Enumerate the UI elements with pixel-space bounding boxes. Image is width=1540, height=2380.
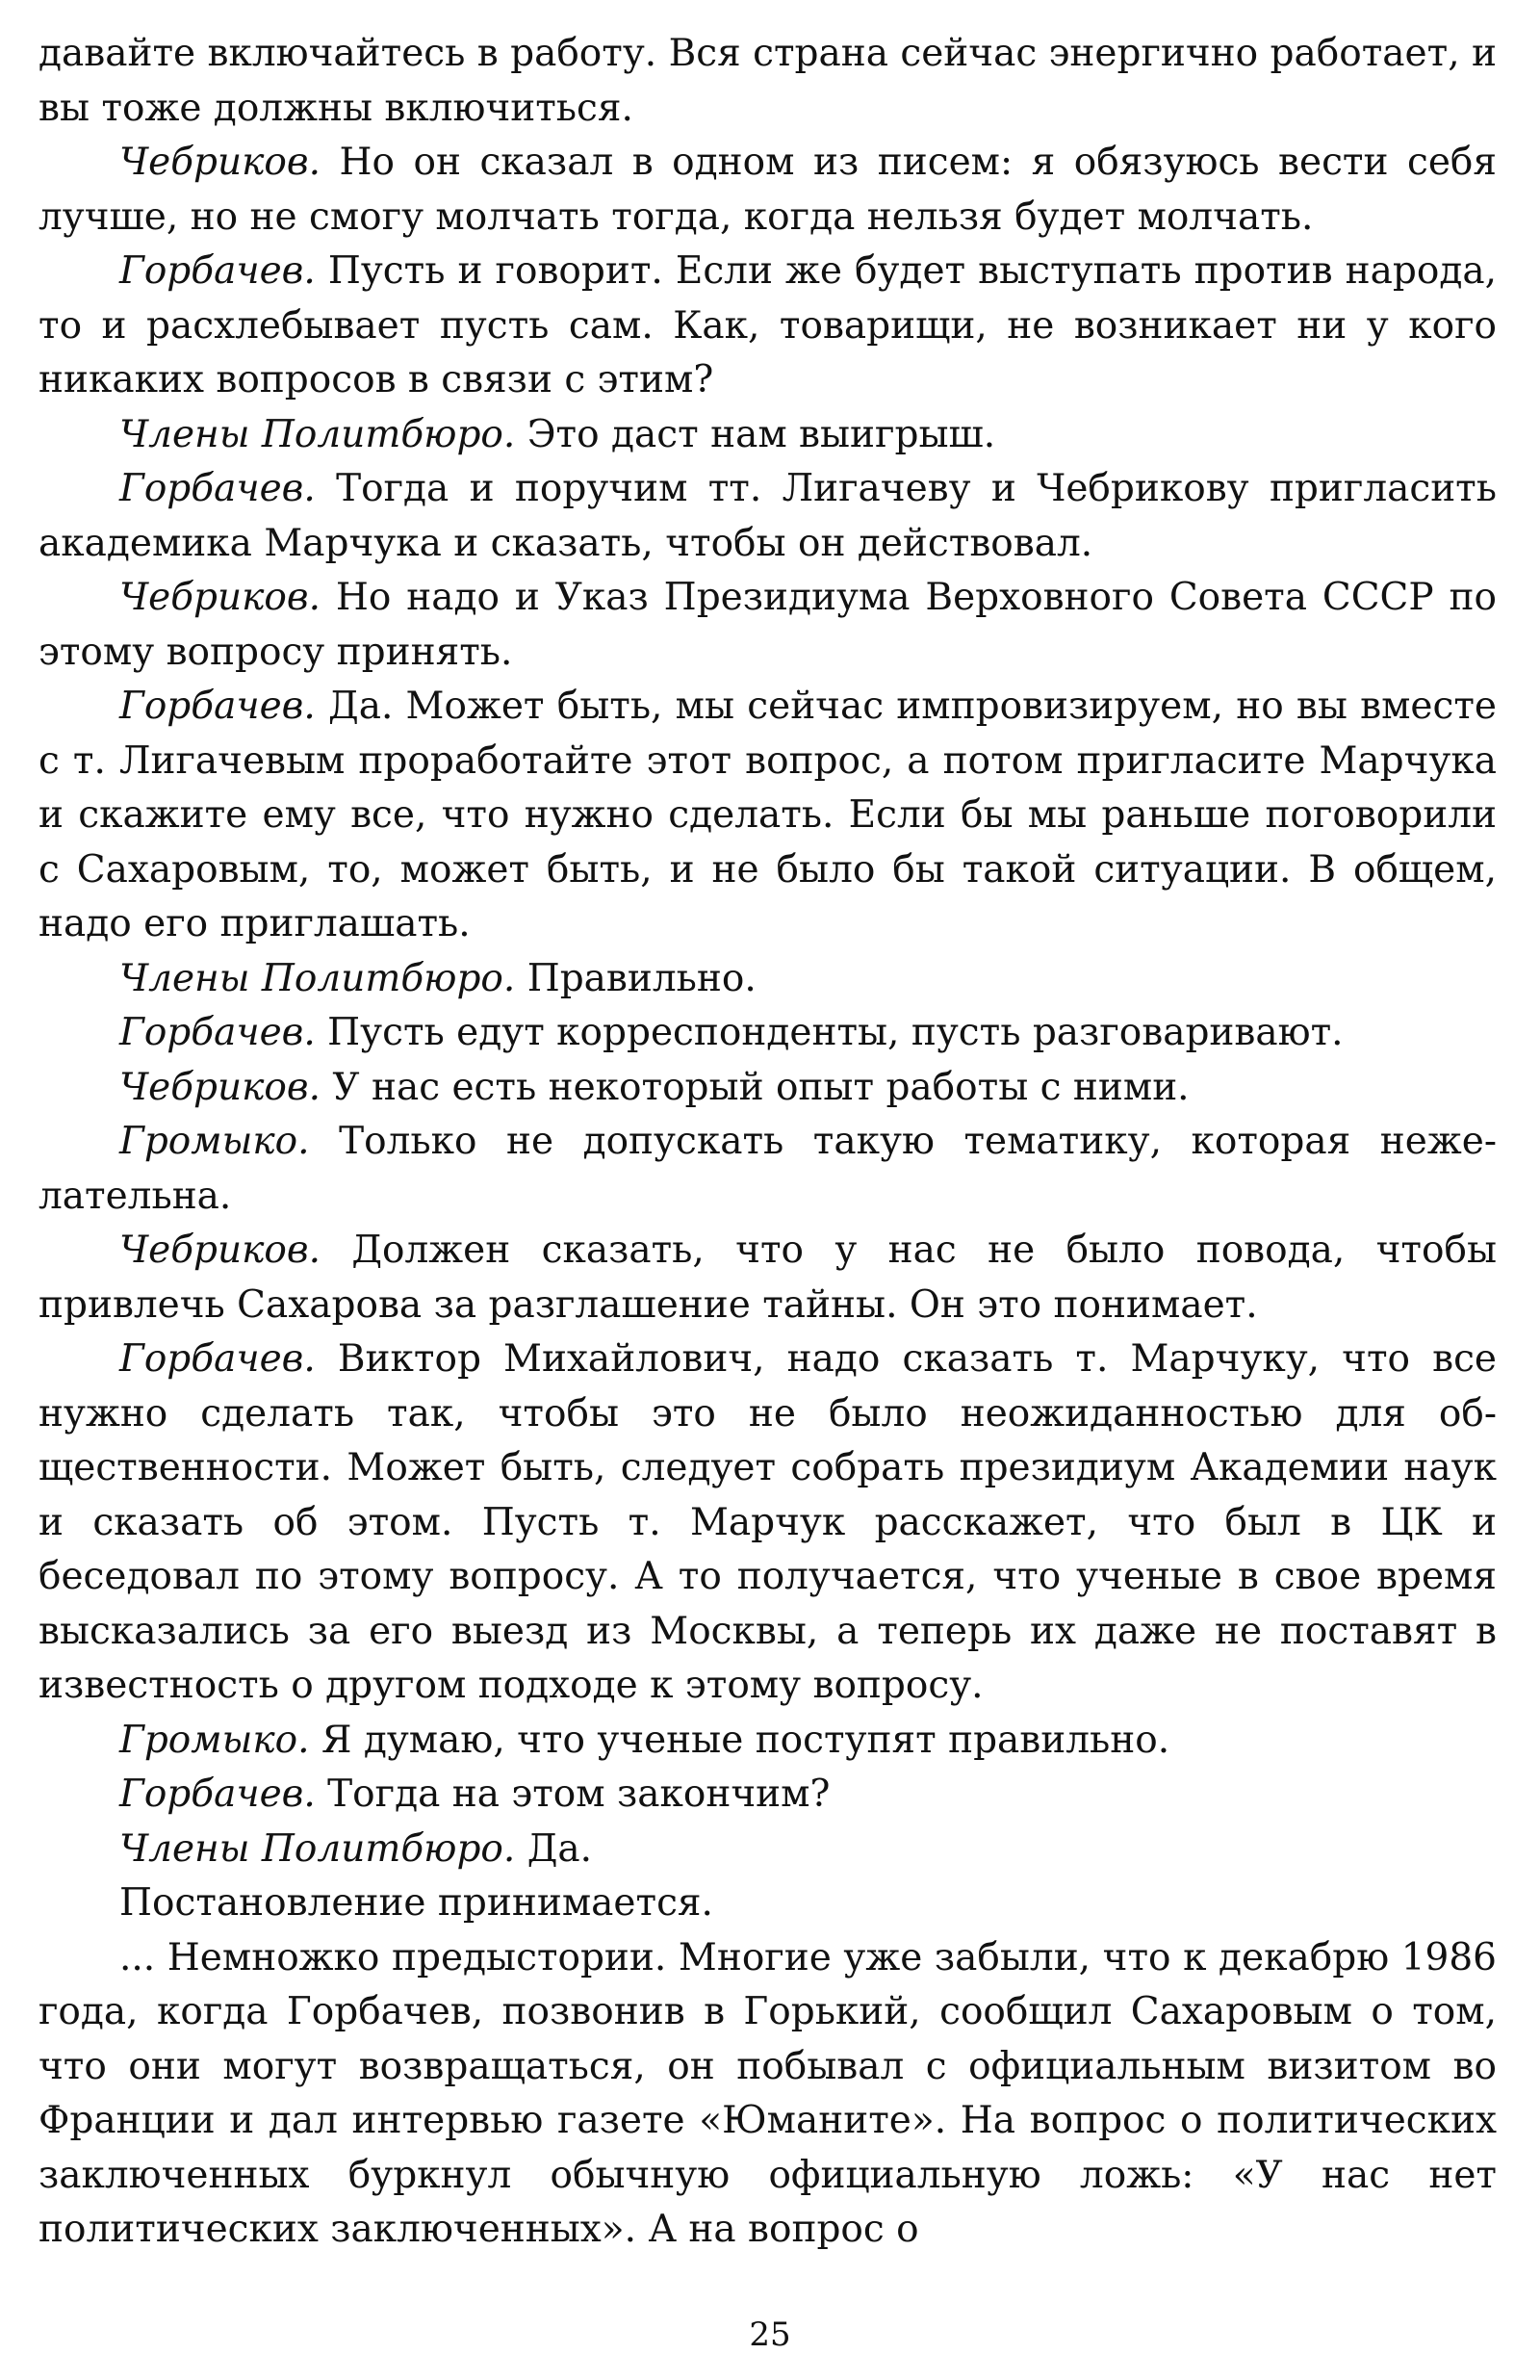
paragraph [38,1714,1497,1769]
speaker-name: Члены Политбюро. [119,412,516,456]
paragraph [38,1931,1497,2258]
paragraph-text: Но он сказал в одном из писем: я обязуюсь вести себя лучше, но не смогу молчать тогда, когда нельзя будет молчать. [38,141,1497,239]
speaker-name: Чебриков. [119,1229,321,1272]
speaker-name: Горбачев. [119,249,316,293]
paragraph-text: Да. [515,1826,593,1871]
paragraph-text: Пусть и говорит. Если же будет выступать против народа, то и расхлебывает пусть сам. Как, товарищи, не возникает ни у кого никаких вопросов в связи с этим? [38,249,1497,401]
speaker-name: Горбачев. [119,1011,316,1054]
paragraph [38,1876,1497,1931]
paragraph [38,1768,1497,1823]
paragraph [38,1006,1497,1061]
paragraph-text: У нас есть некоторый опыт работы с ними. [320,1065,1190,1109]
paragraph-text: Я думаю, что ученые поступят правильно. [309,1718,1170,1762]
speaker-name: Члены Политбюро. [119,1826,516,1871]
speaker-name: Члены Политбюро. [119,956,516,1000]
speaker-name: Громыко. [119,1120,310,1163]
paragraph-text: Пусть едут корреспонденты, пусть разговаривают. [315,1011,1344,1054]
speaker-name: Чебриков. [119,576,321,619]
paragraph [38,1224,1497,1332]
paragraph [38,408,1497,463]
paragraph-text: ... Немножко предыстории. Многие уже забыли, что к декабрю 1986 года, когда Горбачев, позвонив в Горький, сообщил Сахаровым о том, что они могут возвращаться, он побывал с официальным визитом во Франции и дал интервью газете «Юманите». На вопрос о политических заключенных буркнул обычную официальную ложь: «У нас нет политических заключенных». А на вопрос о [38,1935,1497,2251]
paragraph [38,1115,1497,1224]
paragraph-text: Тогда на этом закончим? [315,1772,831,1816]
paragraph-text: Да. Может быть, мы сейчас импровизируем, но вы вместе с т. Лигачевым проработайте этот вопрос, а потом пригласите Марчука и скажите ему все, что нужно сделать. Если бы мы раньше поговорили с Сахаровым, то, может быть, и не было бы такой ситуации. В общем, надо его приглашать. [38,685,1497,945]
paragraph [38,1823,1497,1877]
paragraph [38,680,1497,952]
paragraph-text: Виктор Михайлович, надо сказать т. Марчуку, что все нужно сделать так, чтобы это не было неожиданностью для общественности. Может быть, следует собрать президиум Академии наук и сказать об этом. Пусть т. Марчук расскажет, что был в ЦК и беседовал по этому вопросу. А то получается, что ученые в свое время высказались за его выезд из Москвы, а теперь их даже не поставят в известность о другом подходе к этому вопросу. [38,1337,1497,1707]
document-page [38,27,1497,2258]
paragraph-text: Постановление принимается. [119,1881,713,1925]
paragraph-text: Но надо и Указ Президиума Верховного Совета СССР по этому вопросу принять. [38,576,1497,674]
paragraph [38,1332,1497,1714]
speaker-name: Громыко. [119,1718,310,1762]
page-number: 25 [749,2315,791,2354]
speaker-name: Горбачев. [119,467,316,510]
paragraph-text: Тогда и поручим тт. Лигачеву и Чебрикову пригласить академика Марчука и сказать, чтобы он действовал. [38,467,1497,565]
speaker-name: Чебриков. [119,141,321,184]
paragraph [38,462,1497,571]
paragraph [38,1061,1497,1116]
paragraph [38,136,1497,245]
paragraph-text: Только не допускать такую тематику, которая нежелательна. [38,1120,1497,1218]
speaker-name: Горбачев. [119,685,316,728]
paragraph [38,27,1497,136]
paragraph [38,952,1497,1007]
paragraph [38,245,1497,408]
paragraph-text: Правильно. [515,956,757,1000]
paragraph [38,571,1497,680]
speaker-name: Горбачев. [119,1337,316,1381]
paragraph-text: Это даст нам выигрыш. [515,412,996,456]
speaker-name: Горбачев. [119,1772,316,1816]
paragraph-text: давайте включайтесь в работу. Вся страна сейчас энергично работает, и вы тоже должны включиться. [38,32,1497,130]
paragraph-text: Должен сказать, что у нас не было повода, чтобы привлечь Сахарова за разглашение тайны. Он это понимает. [38,1229,1497,1327]
speaker-name: Чебриков. [119,1065,321,1109]
